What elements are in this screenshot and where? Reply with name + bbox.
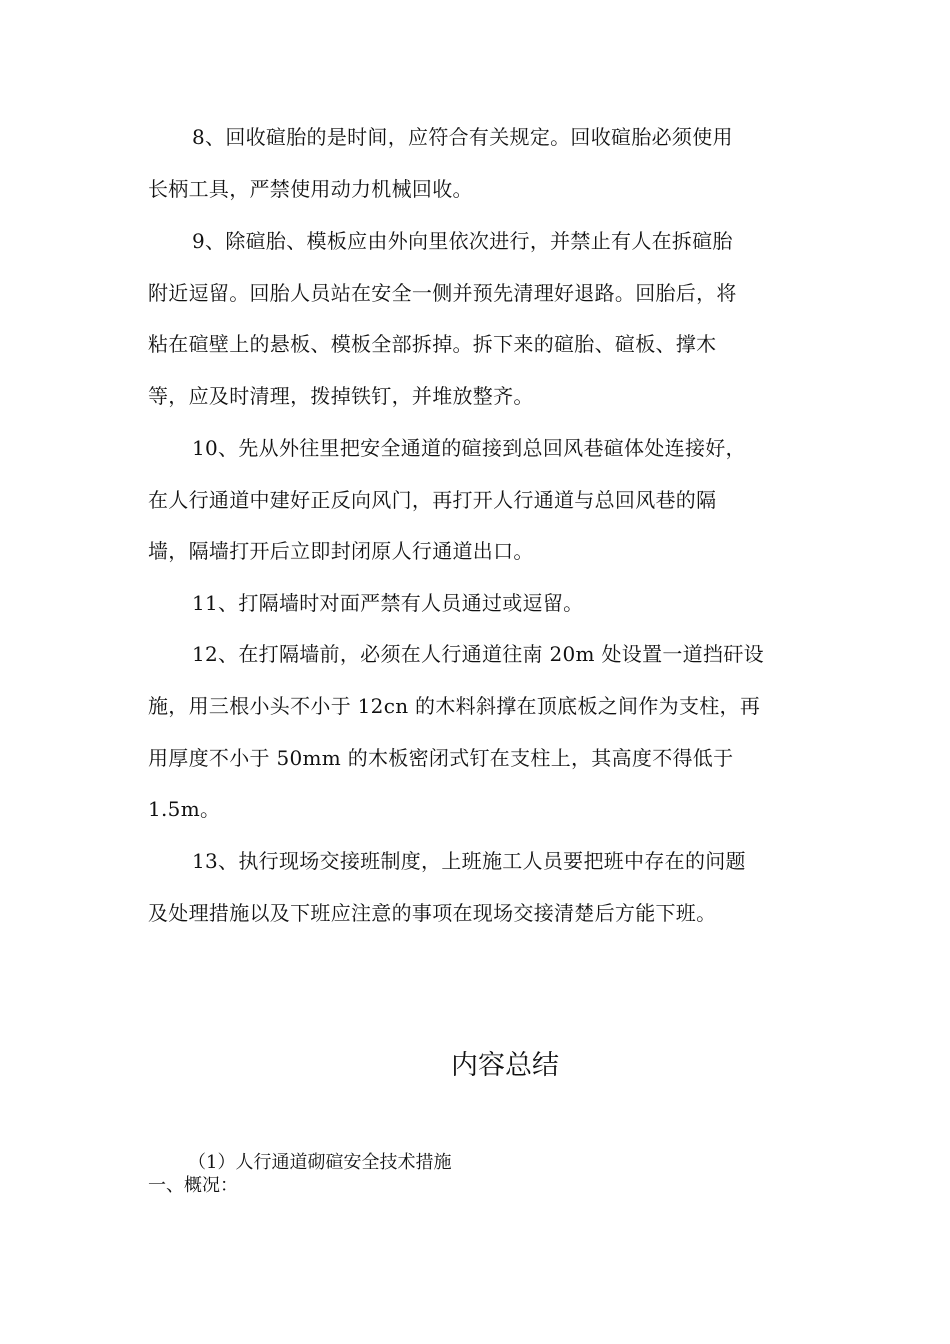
summary-item-2: 一、概况： <box>148 1175 238 1196</box>
summary-item-1: （1）人行通道砌碹安全技术措施 <box>188 1152 452 1173</box>
paragraph-9-line-2: 附近逗留。回胎人员站在安全一侧并预先清理好退路。回胎后，将 <box>148 281 737 305</box>
paragraph-9-line-3: 粘在碹壁上的悬板、模板全部拆掉。拆下来的碹胎、碹板、撑木 <box>148 332 717 356</box>
paragraph-10-line-1: 10、先从外往里把安全通道的碹接到总回风巷碹体处连接好， <box>192 436 746 460</box>
paragraph-13-line-2: 及处理措施以及下班应注意的事项在现场交接清楚后方能下班。 <box>148 901 717 925</box>
summary-title: 内容总结 <box>451 1050 559 1081</box>
paragraph-8-line-1: 8、回收碹胎的是时间，应符合有关规定。回收碹胎必须使用 <box>192 125 733 149</box>
paragraph-9-line-4: 等，应及时清理，拨掉铁钉，并堆放整齐。 <box>148 384 534 408</box>
paragraph-13-line-1: 13、执行现场交接班制度，上班施工人员要把班中存在的问题 <box>192 849 746 873</box>
paragraph-11-line-1: 11、打隔墙时对面严禁有人员通过或逗留。 <box>192 591 584 615</box>
paragraph-9-line-1: 9、除碹胎、模板应由外向里依次进行，并禁止有人在拆碹胎 <box>192 229 733 253</box>
paragraph-8-line-2: 长柄工具，严禁使用动力机械回收。 <box>148 177 473 201</box>
paragraph-10-line-2: 在人行通道中建好正反向风门，再打开人行通道与总回风巷的隔 <box>148 488 717 512</box>
paragraph-10-line-3: 墙，隔墙打开后立即封闭原人行通道出口。 <box>148 539 534 563</box>
paragraph-12-line-2: 施，用三根小头不小于 12cn 的木料斜撑在顶底板之间作为支柱，再 <box>148 694 761 718</box>
paragraph-12-line-4: 1.5m。 <box>148 797 221 821</box>
paragraph-12-line-1: 12、在打隔墙前，必须在人行通道往南 20m 处设置一道挡矸设 <box>192 642 764 666</box>
paragraph-12-line-3: 用厚度不小于 50mm 的木板密闭式钉在支柱上，其高度不得低于 <box>148 746 734 770</box>
